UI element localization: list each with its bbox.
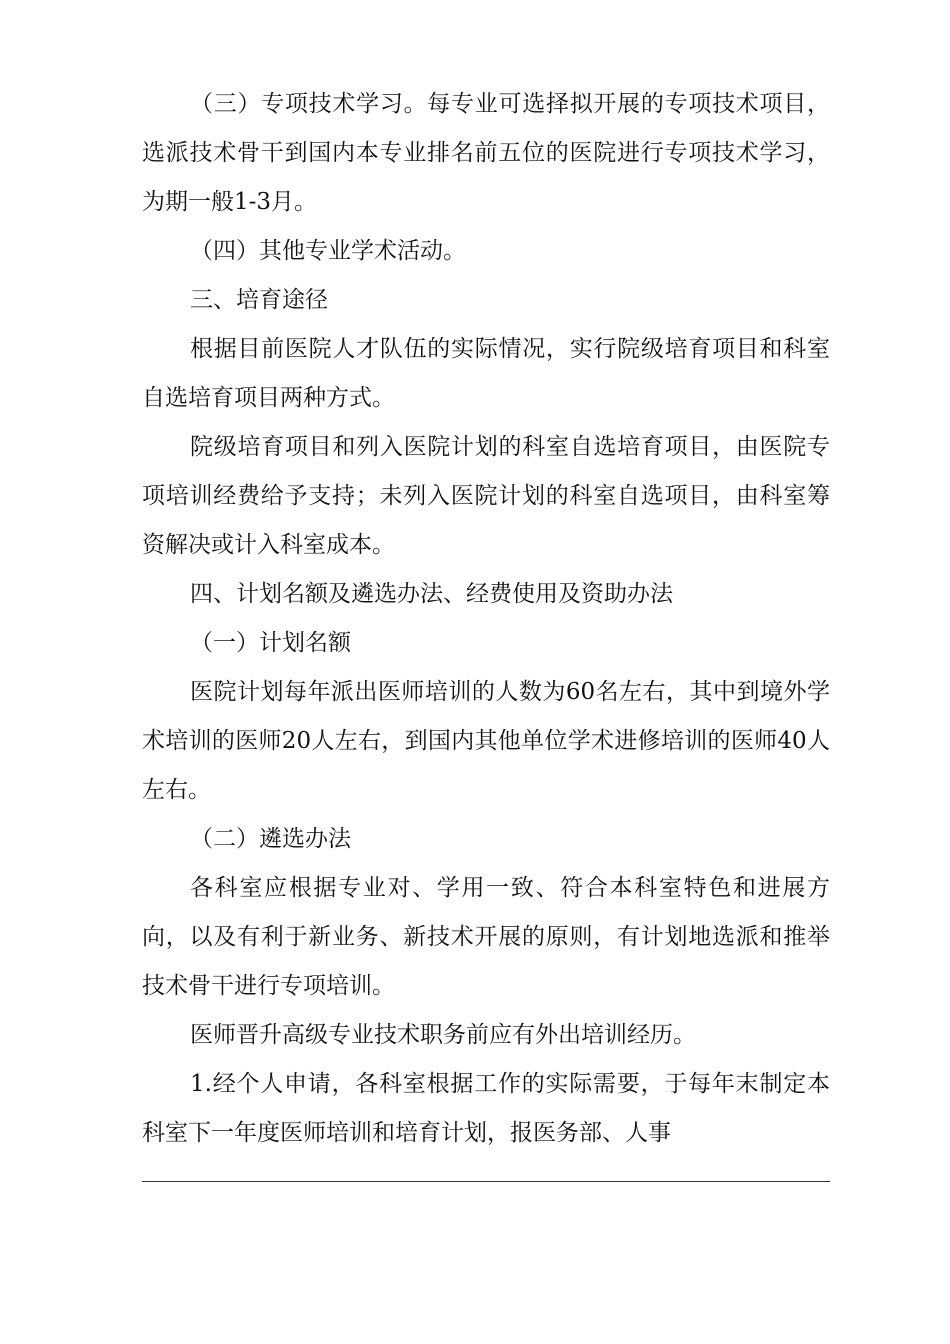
paragraph-quota-details: 医院计划每年派出医师培训的人数为60名左右，其中到境外学术培训的医师20人左右，到国内其他单位学术进修培训的医师40人左右。 <box>142 679 830 803</box>
paragraph-cultivation-methods: 根据目前医院人才队伍的实际情况，实行院级培育项目和科室自选培育项目两种方式。 <box>142 336 830 411</box>
subheading-selection-method: （二）遴选办法 <box>190 826 351 852</box>
paragraph-funding-support: 院级培育项目和列入医院计划的科室自选培育项目，由医院专项培训经费给予支持；未列入医院计划的科室自选项目，由科室筹资解决或计入科室成本。 <box>142 434 830 558</box>
paragraph-selection-principles: 各科室应根据专业对、学用一致、符合本科室特色和进展方向，以及有利于新业务、新技术开展的原则，有计划地选派和推举技术骨干进行专项培训。 <box>142 875 830 999</box>
section-heading-quota-selection-funding: 四、计划名额及遴选办法、经费使用及资助办法 <box>190 581 673 607</box>
subheading-plan-quota: （一）计划名额 <box>190 630 351 656</box>
section-heading-cultivation-path: 三、培育途径 <box>190 287 328 313</box>
paragraph-other-activities: （四）其他专业学术活动。 <box>190 238 466 264</box>
paragraph-special-technique-study: （三）专项技术学习。每专业可选择拟开展的专项技术项目，选派技术骨干到国内本专业排名前五位的医院进行专项技术学习，为期一般1-3月。 <box>142 91 830 215</box>
document-body <box>142 80 830 1158</box>
paragraph-application-step-1: 1.经个人申请，各科室根据工作的实际需要，于每年末制定本科室下一年度医师培训和培育计划，报医务部、人事 <box>142 1071 830 1146</box>
footer-divider <box>142 1181 830 1182</box>
paragraph-promotion-requirement: 医师晋升高级专业技术职务前应有外出培训经历。 <box>190 1022 696 1048</box>
